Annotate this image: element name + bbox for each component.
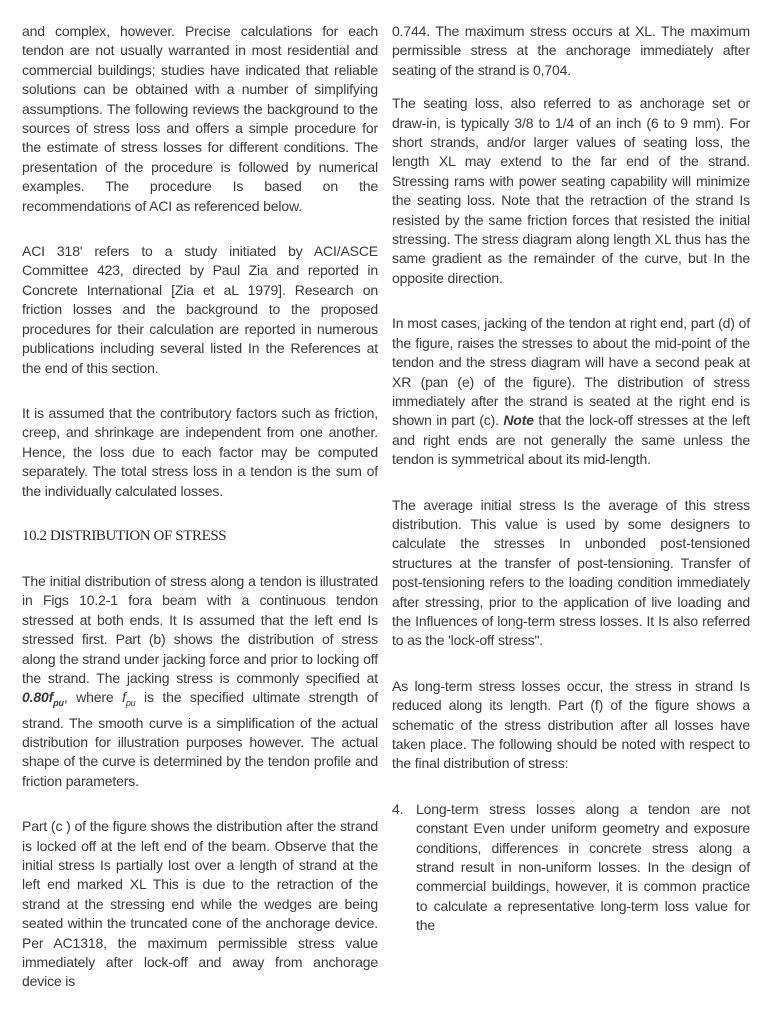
paragraph-max-stress: 0.744. The maximum stress occurs at XL. The maximum permissible stress at the anchorage immediately after seating of the strand is 0,704. bbox=[392, 23, 750, 78]
paragraph-aci-study: ACI 318' refers to a study initiated by ACI/ASCE Committee 423, directed by Paul Zia and reported in Concrete International [Zia et aL 1979]. Research on friction losses and the background to the proposed procedures for their calculation are reported in numerous publications including several listed In the References at the end of this section. bbox=[22, 243, 378, 376]
text-run: The initial distribution of stress along a tendon is illustrated in Figs 10.2-1 fora beam with a continuous tendon stressed at both ends. It Is assumed that the left end Is stressed first. Part (b) shows the distribution of stress along the strand under jacking force and prior to locking off the strand. The jacking stress is commonly specified at bbox=[22, 572, 378, 686]
section-heading: 10.2 DISTRIBUTION OF STRESS bbox=[22, 527, 227, 544]
paragraph-average-stress: The average initial stress Is the average of this stress distribution. This value is used by some designers to calculate the stresses In unbonded post-tensioned structures at the transfer of post-tensioning. Transfer of post-tensioning refers to the loading condition immediately after stressing, prior to the application of live loading and the Influences of long-term stress losses. It Is also referred to as the 'lock-off stress". bbox=[392, 496, 750, 649]
left-column bbox=[22, 22, 378, 992]
paragraph-part-c: Part (c ) of the figure shows the distribution after the strand is locked off at the left end of the beam. Observe that the initial stress Is partially lost over a length of strand at the left end marked XL This is due to the retraction of the strand at the stressing end while the wedges are being seated within the truncated cone of the anchorage device. Per AC1318, the maximum permissible stress value immediately after lock-off and away from anchorage device is bbox=[22, 818, 378, 990]
text-run: that the lock-off stresses at the left and right ends are not generally the same unless the tendon is symmetrical about its mid-length. bbox=[392, 412, 750, 468]
numbered-list bbox=[392, 800, 750, 936]
paragraph-seating-loss: The seating loss, also referred to as anchorage set or draw-in, is typically 3/8 to 1/4 of an inch (6 to 9 mm). For short strands, and/or larger values of seating loss, the length XL may extend to the far end of the strand. Stressing rams with power seating capability will minimize the seating loss. Note that the retraction of the strand Is resisted by the same friction forces that resisted the initial stressing. The stress diagram along length XL thus has the same gradient as the remainder of the curve, but In the opposite direction. bbox=[392, 95, 750, 286]
list-item-text: Long-term stress losses along a tendon are not constant Even under uniform geometry and exposure conditions, differences in concrete stress along a strand result in non-uniform losses. In the design of commercial buildings, however, it is common practice to calculate a representative long-term loss value for the bbox=[416, 800, 750, 934]
jacking-stress-value: $0.80f_{pu}$ bbox=[22, 689, 64, 709]
list-item bbox=[392, 800, 750, 936]
note-label: Note bbox=[503, 412, 534, 429]
right-column bbox=[392, 22, 750, 936]
paragraph-assumptions: It is assumed that the contributory factors such as friction, creep, and shrinkage are independent from one another. Hence, the loss due to each factor may be computed separately. The total stress loss in a tendon is the sum of the individually calculated losses. bbox=[22, 404, 378, 499]
paragraph-initial-distribution bbox=[22, 572, 378, 791]
text-run: In most cases, jacking of the tendon at right end, part (d) of the figure, raises the stresses to about the mid-point of the tendon and the stress diagram will have a second peak at XR (pan (e) of the figure). The distribution of stress immediately after the strand is seated at the right end is shown in part (c). bbox=[392, 315, 750, 429]
paragraph-intro: and complex, however. Precise calculations for each tendon are not usually warranted in most residential and commercial buildings; studies have indicated that reliable solutions can be obtained with a number of simplifying assumptions. The following reviews the background to the sources of stress loss and offers a simple procedure for the estimate of stress losses for different conditions. The presentation of the procedure is followed by numerical examples. The procedure Is based on the recommendations of ACI as referenced below. bbox=[22, 23, 378, 214]
list-item-number: 4. bbox=[392, 800, 404, 817]
paragraph-long-term: As long-term stress losses occur, the stress in strand Is reduced along its length. Part (f) of the figure shows a schematic of the stress distribution after all losses have taken place. The following should be noted with respect to the final distribution of stress: bbox=[392, 677, 750, 772]
fpu-symbol: $f_{pu}$ bbox=[122, 689, 136, 709]
paragraph-right-jacking bbox=[392, 314, 750, 469]
text-run: , where bbox=[63, 689, 123, 706]
text-run: is the specified ultimate strength of strand. The smooth curve is a simplification of the actual distribution for illustration purposes however. The actual shape of the curve is determined by the tendon profile and friction parameters. bbox=[22, 689, 379, 789]
